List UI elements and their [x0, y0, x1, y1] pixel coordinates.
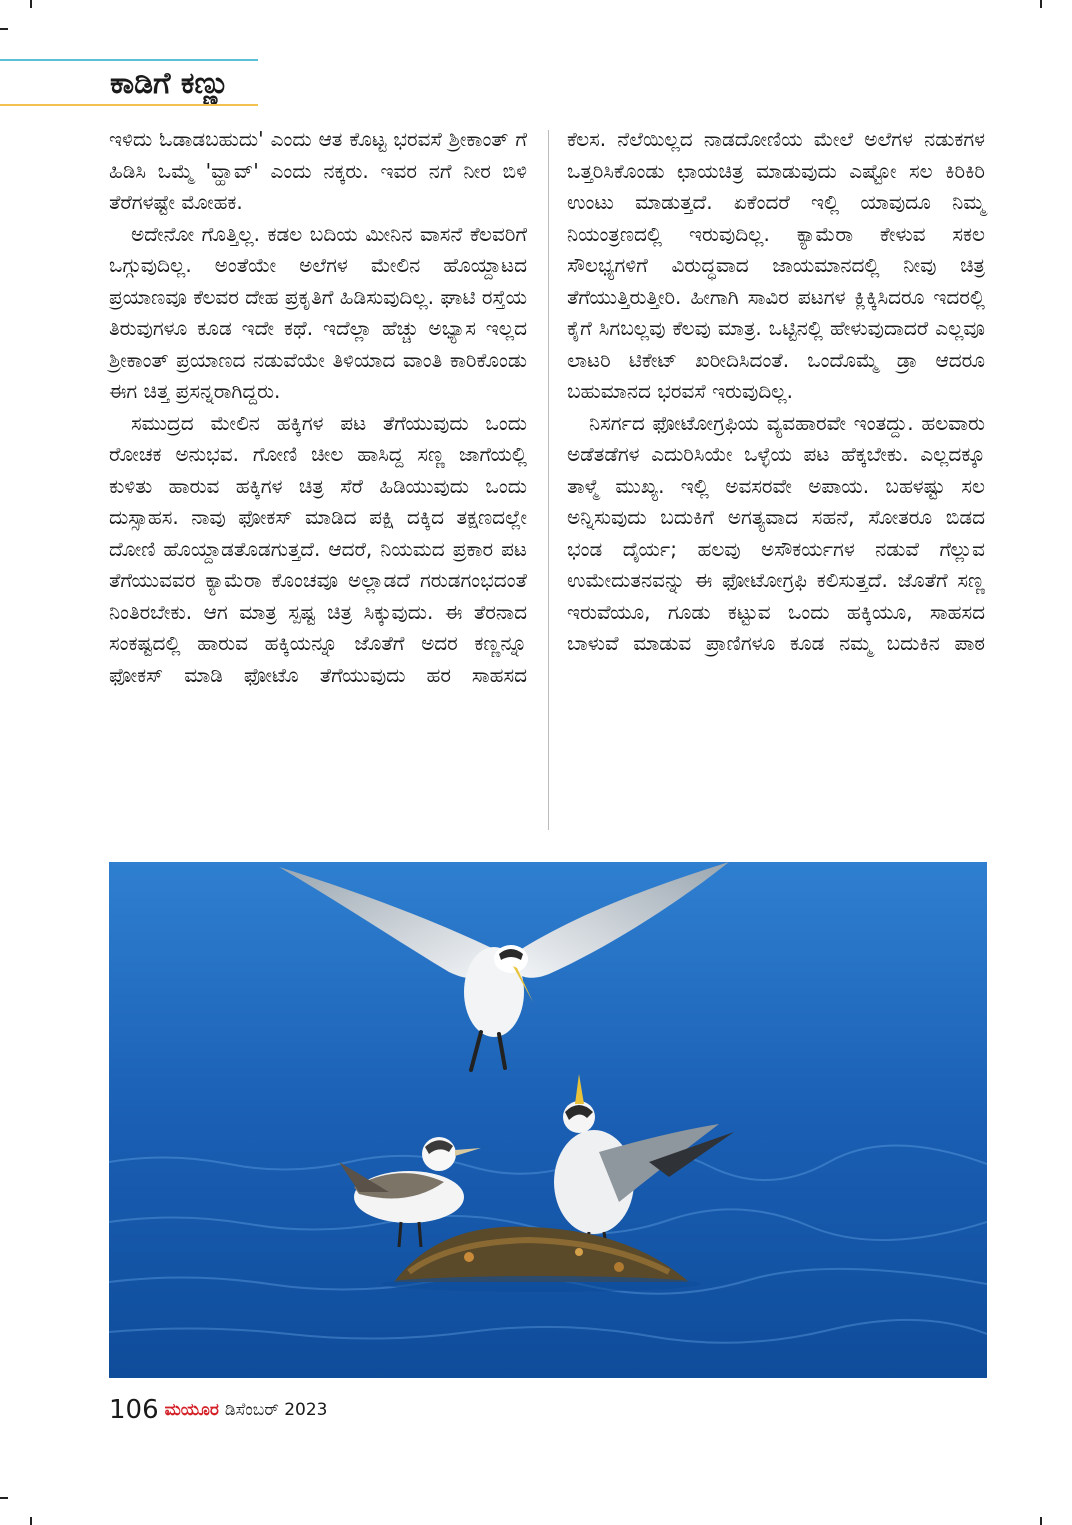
crop-mark-bottom-right: [1040, 1517, 1042, 1525]
paragraph: ಇಳಿದು ಓಡಾಡಬಹುದು' ಎಂದು ಆತ ಕೊಟ್ಟ ಭರವಸೆ ಶ್ರೀಕಾಂತ್ ಗೆ ಹಿಡಿಸಿ ಒಮ್ಮೆ 'ವ್ಹಾವ್' ಎಂದು ನಕ್ಕರು. ಇವರ ನಗೆ ನೀರ ಬಿಳಿ ತೆರೆಗಳಷ್ಟೇ ಮೋಹಕ.: [109, 127, 527, 214]
page-footer: [109, 1392, 328, 1428]
section-header: [0, 55, 260, 111]
header-rule-top: [0, 59, 258, 61]
header-rule-bottom: [0, 104, 258, 106]
paragraph: ಕೆಲಸ. ನೆಲೆಯಿಲ್ಲದ ನಾಡದೋಣಿಯ ಮೇಲೆ ಅಲೆಗಳ ನಡುಕಗಳ ಒತ್ತರಿಸಿಕೊಂಡು ಛಾಯಚಿತ್ರ ಮಾಡುವುದು ಎಷ್ಟೋ ಸಲ ಕಿರಿಕಿರಿ ಉಂಟು ಮಾಡುತ್ತದೆ. ಏಕೆಂದರೆ ಇಲ್ಲಿ ಯಾವುದೂ ನಿಮ್ಮ ನಿಯಂತ್ರಣದಲ್ಲಿ ಇರುವುದಿಲ್ಲ. ಕ್ಯಾಮೆರಾ ಕೇಳುವ ಸಕಲ ಸೌಲಭ್ಯಗಳಿಗೆ ವಿರುದ್ಧವಾದ ಜಾಯಮಾನದಲ್ಲಿ ನೀವು ಚಿತ್ರ ತೆಗೆಯುತ್ತಿರುತ್ತೀರಿ. ಹೀಗಾಗಿ ಸಾವಿರ ಪಟಗಳ ಕ್ಲಿಕ್ಕಿಸಿದರೂ ಇದರಲ್ಲಿ ಕೈಗೆ ಸಿಗಬಲ್ಲವು ಕೆಲವು ಮಾತ್ರ. ಒಟ್ಟಿನಲ್ಲಿ ಹೇಳುವುದಾದರೆ ಎಲ್ಲವೂ ಲಾಟರಿ ಟಿಕೇಟ್ ಖರೀದಿಸಿದಂತೆ. ಒಂದೊಮ್ಮೆ ಡ್ರಾ ಆದರೂ ಬಹುಮಾನದ ಭರವಸೆ ಇರುವುದಿಲ್ಲ.: [567, 127, 985, 403]
paragraph: ಸಮುದ್ರದ ಮೇಲಿನ ಹಕ್ಕಿಗಳ ಪಟ ತೆಗೆಯುವುದು ಒಂದು ರೋಚಕ ಅನುಭವ. ಗೋಣಿ ಚೀಲ ಹಾಸಿದ್ದ ಸಣ್ಣ ಜಾಗೆಯಲ್ಲಿ ಕುಳಿತು ಹಾರುವ ಹಕ್ಕಿಗಳ ಚಿತ್ರ ಸೆರೆ ಹಿಡಿಯುವುದು ಒಂದು ದುಸ್ಸಾಹಸ. ನಾವು ಫೋಕಸ್ ಮಾಡಿದ ಪಕ್ಷಿ ದಕ್ಕಿದ ತಕ್ಷಣದಲ್ಲೇ ದೋಣಿ ಹೊಯ್ದಾಡತೊಡಗುತ್ತದೆ. ಆದರೆ, ನಿಯಮದ ಪ್ರಕಾರ ಪಟ ತೆಗೆಯುವವರ ಕ್ಯಾಮೆರಾ ಕೊಂಚವೂ ಅಲ್ಲಾಡದೆ ಗರುಡಗಂಭದಂತೆ ನಿಂತಿರಬೇಕು. ಆಗ ಮಾತ್ರ ಸ್ಪಷ್ಟ ಚಿತ್ರ ಸಿಕ್ಕುವುದು. ಈ ತೆರನಾದ ಸಂಕಷ್ಟದಲ್ಲಿ ಹಾರುವ ಹಕ್ಕಿಯನ್ನೂ ಜೊತೆಗೆ ಅದರ ಕಣ್ಣನ್ನೂ ಫೋಕಸ್ ಮಾಡಿ ಫೋಟೊ ತೆಗೆಯುವುದು ಹರ ಸಾಹಸದ: [109, 410, 527, 687]
page-number: 106: [109, 1395, 159, 1425]
article-photo-terns: [109, 862, 987, 1378]
crop-mark-top-left: [30, 0, 32, 8]
paragraph: ಅದೇನೋ ಗೊತ್ತಿಲ್ಲ. ಕಡಲ ಬದಿಯ ಮೀನಿನ ವಾಸನೆ ಕೆಲವರಿಗೆ ಒಗ್ಗುವುದಿಲ್ಲ. ಅಂತೆಯೇ ಅಲೆಗಳ ಮೇಲಿನ ಹೊಯ್ದಾಟದ ಪ್ರಯಾಣವೂ ಕೆಲವರ ದೇಹ ಪ್ರಕೃತಿಗೆ ಹಿಡಿಸುವುದಿಲ್ಲ. ಘಾಟಿ ರಸ್ತೆಯ ತಿರುವುಗಳೂ ಕೂಡ ಇದೇ ಕಥೆ. ಇದೆಲ್ಲಾ ಹೆಚ್ಚು ಅಭ್ಯಾಸ ಇಲ್ಲದ ಶ್ರೀಕಾಂತ್ ಪ್ರಯಾಣದ ನಡುವೆಯೇ ತಿಳಿಯಾದ ವಾಂತಿ ಕಾರಿಕೊಂಡು ಈಗ ಚಿತ್ತ ಪ್ರಸನ್ನರಾಗಿದ್ದರು.: [109, 221, 527, 403]
crop-mark-top-right: [1040, 0, 1042, 8]
paragraph: ನಿಸರ್ಗದ ಫೋಟೋಗ್ರಫಿಯ ವ್ಯವಹಾರವೇ ಇಂತದ್ದು. ಹಲವಾರು ಅಡೆತಡೆಗಳ ಎದುರಿಸಿಯೇ ಒಳ್ಳೆಯ ಪಟ ಹೆಕ್ಕಬೇಕು. ಎಲ್ಲದಕ್ಕೂ ತಾಳ್ಮೆ ಮುಖ್ಯ. ಇಲ್ಲಿ ಅವಸರವೇ ಅಪಾಯ. ಬಹಳಷ್ಟು ಸಲ ಅನ್ನಿಸುವುದು ಬದುಕಿಗೆ ಅಗತ್ಯವಾದ ಸಹನೆ, ಸೋತರೂ ಬಿಡದ ಭಂಡ ದೈರ್ಯ; ಹಲವು ಅಸೌಕರ್ಯಗಳ ನಡುವೆ ಗೆಲ್ಲುವ ಉಮೇದುತನವನ್ನು ಈ ಫೋಟೋಗ್ರಫಿ ಕಲಿಸುತ್ತದೆ. ಜೊತೆಗೆ ಸಣ್ಣ ಇರುವೆಯೂ, ಗೂಡು ಕಟ್ಟುವ ಒಂದು ಹಕ್ಕಿಯೂ, ಸಾಹಸದ ಬಾಳುವೆ ಮಾಡುವ ಪ್ರಾಣಿಗಳೂ ಕೂಡ ನಮ್ಮ ಬದುಕಿನ ಪಾಠ: [567, 410, 985, 655]
crop-mark-top-left-side: [0, 28, 8, 30]
article-column-left: [109, 124, 527, 691]
crop-mark-bottom-left-side: [0, 1497, 8, 1499]
terns-illustration: [109, 862, 987, 1378]
issue-date: ಡಿಸೆಂಬರ್ 2023: [224, 1400, 328, 1420]
crop-mark-bottom-left: [30, 1517, 32, 1525]
article-column-right: [567, 124, 985, 660]
column-divider: [548, 130, 549, 830]
magazine-logo: ಮಯೂರ: [164, 1400, 219, 1420]
section-title: ಕಾಡಿಗೆ ಕಣ್ಣು: [110, 66, 230, 101]
